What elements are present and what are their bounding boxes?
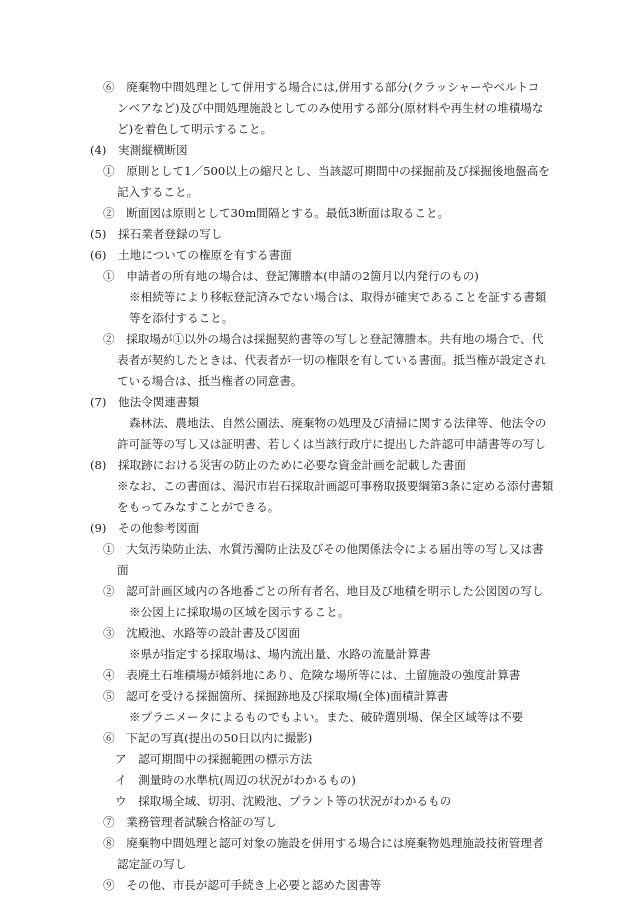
section-heading: (7) 他法令関連書類 xyxy=(90,395,200,409)
note-line: ※相続等により移転登記済みでない場合は、取得が確実であることを証する書類 xyxy=(129,290,547,304)
text-line: ① 原則として1／500以上の縮尺とし、当該認可期間中の採掘前及び採掘後地盤高を xyxy=(103,164,550,178)
note-line: 等を添付すること。 xyxy=(129,311,234,325)
text-line: 森林法、農地法、自然公園法、廃棄物の処理及び清掃に関する法律等、他法令の xyxy=(129,416,547,430)
text-line: ど)を着色して明示すること。 xyxy=(117,122,273,136)
section-heading: (8) 採取跡における災害の防止のために必要な資金計画を記載した書面 xyxy=(90,458,466,472)
text-line: 認定証の写し xyxy=(117,857,187,871)
sub-item-line: ア 認可期間中の採掘範囲の標示方法 xyxy=(115,752,313,766)
text-line: ③ 沈殿池、水路等の設計書及び図面 xyxy=(103,626,301,640)
note-line: ※プラニメータによるものでもよい。また、破砕選別場、保全区域等は不要 xyxy=(129,710,524,724)
note-line: をもってみなすことができる。 xyxy=(117,500,280,514)
text-line: ① 大気汚染防止法、水質汚濁防止法及びその他関係法令による届出等の写し又は書 xyxy=(103,542,544,556)
note-line: ※公図上に採取場の区域を図示すること。 xyxy=(129,605,350,619)
section-heading: (9) その他参考図面 xyxy=(90,521,200,535)
sub-item-line: イ 測量時の水準杭(周辺の状況がわかるもの) xyxy=(115,773,356,787)
section-heading: (5) 採石業者登録の写し xyxy=(90,227,223,241)
text-line: ⑧ 廃棄物中間処理と認可対象の施設を併用する場合には廃棄物処理施設技術管理者 xyxy=(103,836,544,850)
text-line: 面 xyxy=(117,563,129,577)
text-line: ⑤ 認可を受ける採掘箇所、採掘跡地及び採取場(全体)面積計算書 xyxy=(103,689,449,703)
text-line: ① 申請者の所有地の場合は、登記簿謄本(申請の2箇月以内発行のもの) xyxy=(103,269,479,283)
section-heading: (4) 実測縦横断図 xyxy=(90,143,188,157)
text-line: ⑨ その他、市長が認可手続き上必要と認めた図書等 xyxy=(103,878,382,892)
text-line: 表者が契約したときは、代表者が一切の権限を有している書面。抵当権が設定され xyxy=(117,353,546,367)
text-line: ④ 表廃土石堆積場が傾斜地にあり、危険な場所等には、土留施設の強度計算書 xyxy=(103,668,521,682)
note-line: ※県が指定する採取場は、場内流出量、水路の流量計算書 xyxy=(129,647,431,661)
text-line: ② 認可計画区域内の各地番ごとの所有者名、地目及び地積を明示した公図図の写し xyxy=(103,584,544,598)
text-line: ⑦ 業務管理者試験合格証の写し xyxy=(103,815,277,829)
text-line: ⑥ 下記の写真(提出の50日以内に撮影) xyxy=(103,731,313,745)
note-line: ※なお、この書面は、湯沢市岩石採取計画認可事務取扱要綱第3条に定める添付書類 xyxy=(117,479,554,493)
text-line: 許可証等の写し又は証明書、若しくは当該行政庁に提出した許認可申請書等の写し xyxy=(117,437,546,451)
text-line: ンベアなど)及び中間処理施設としてのみ使用する部分(原材料や再生材の堆積場な xyxy=(117,101,544,115)
text-line: ② 断面図は原則として30m間隔とする。最低3断面は取ること。 xyxy=(103,206,450,220)
sub-item-line: ウ 採取場全域、切羽、沈殿池、プラント等の状況がわかるもの xyxy=(115,794,452,808)
text-line: ている場合は、抵当権者の同意書。 xyxy=(117,374,303,388)
text-line: ② 採取場が①以外の場合は採掘契約書等の写しと登記簿謄本。共有地の場合で、代 xyxy=(103,332,544,346)
section-heading: (6) 土地についての権原を有する書面 xyxy=(90,248,292,262)
text-line: 記入すること。 xyxy=(117,185,199,199)
text-line: ⑥ 廃棄物中間処理として併用する場合には,併用する部分(クラッシャーやベルトコ xyxy=(103,80,540,94)
